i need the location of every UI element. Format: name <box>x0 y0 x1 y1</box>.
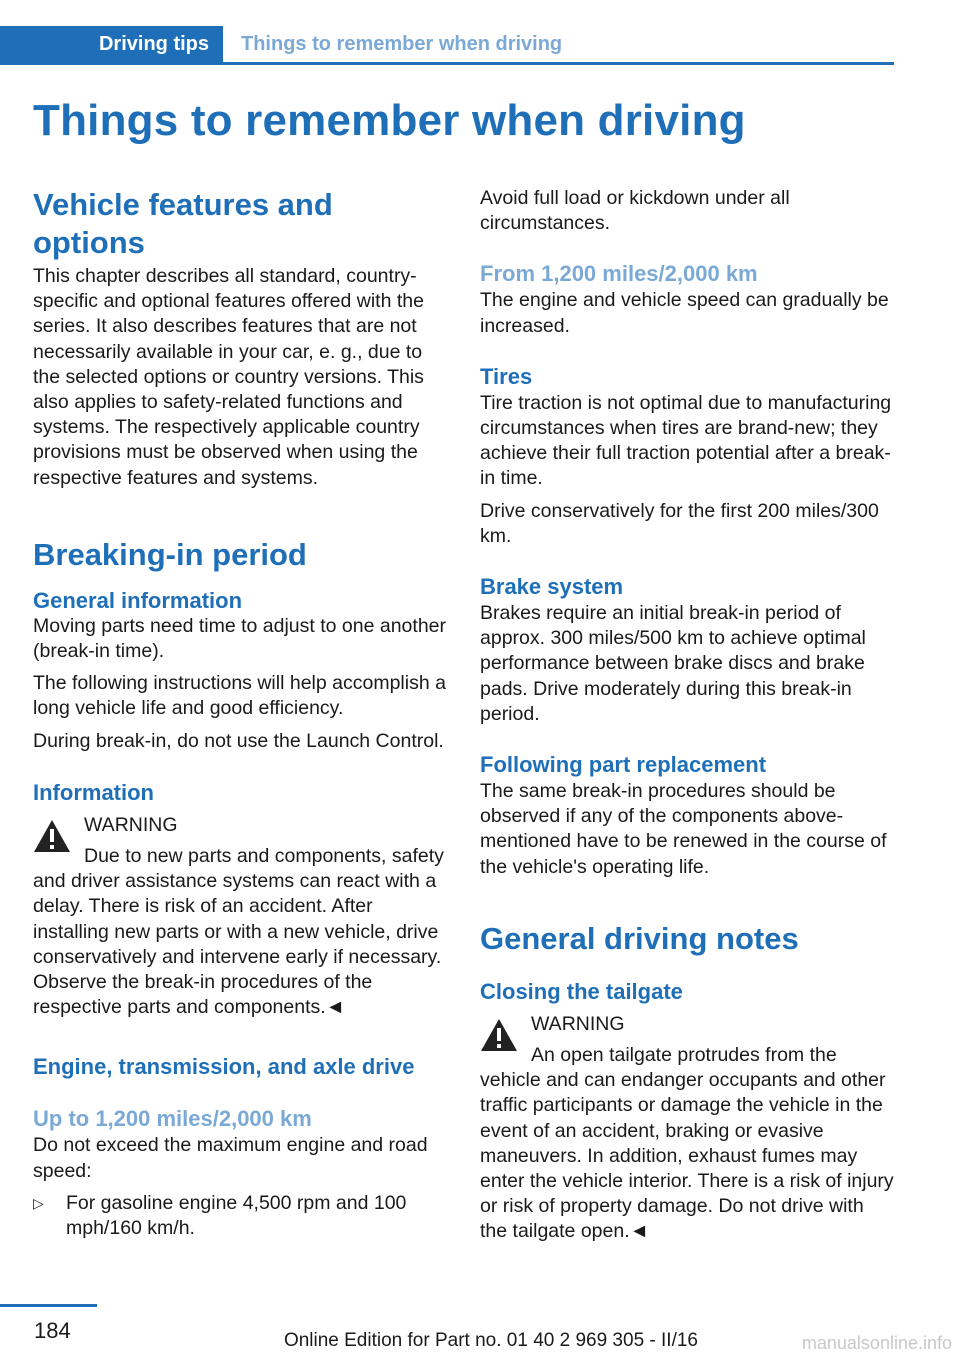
tires-paragraph-1: Tire traction is not optimal due to manufacturing circumstances when tires are brand-new; they achieve their full traction potential after a break-in time. <box>480 391 892 490</box>
right-column <box>480 186 895 1245</box>
warning-box-information <box>33 813 448 1021</box>
warning-triangle-icon <box>33 819 71 853</box>
tab-things-to-remember[interactable]: Things to remember when driving <box>241 33 563 55</box>
breaking-in-heading: Breaking-in period <box>33 536 307 572</box>
edition-text: Online Edition for Part no. 01 40 2 969 305 - II/16 <box>283 1330 698 1351</box>
watermark: manualsonline.info <box>801 1333 952 1353</box>
from-heading: From 1,200 miles/2,000 km <box>480 261 758 287</box>
following-replacement-heading: Following part replacement <box>480 752 767 778</box>
header-tabbar <box>0 26 894 65</box>
list-item <box>33 1191 448 1241</box>
warning-text: An open tailgate protrudes from the vehicle and can endanger occupants and other traffic participants or damage the vehicle in the event of an accident, braking or evasive maneuvers. In addition, exhaust fumes may enter the vehicle interior. There is a risk of injury or risk of property damage. Do not drive with the tailgate open.◄ <box>480 1044 894 1243</box>
warning-label: WARNING <box>531 1012 625 1035</box>
general-info-paragraph-3: During break-in, do not use the Launch Control. <box>33 729 444 752</box>
information-heading: Information <box>33 779 154 805</box>
general-information-heading: General information <box>33 587 243 613</box>
warning-label: WARNING <box>84 813 178 836</box>
brake-system-text: Brakes require an initial break-in period of approx. 300 miles/500 km to achieve optimal performance between brake discs and brake pads. Drive moderately during this break-in period. <box>480 602 866 725</box>
from-text: The engine and vehicle speed can gradually be increased. <box>480 289 889 337</box>
following-replacement-text: The same break-in procedures should be observed if any of the components above-mentioned have to be renewed in the course of the vehicle's operating life. <box>480 780 887 878</box>
brake-system-heading: Brake system <box>480 574 624 600</box>
footer-rule <box>0 1304 97 1307</box>
closing-tailgate-heading: Closing the tailgate <box>480 978 683 1004</box>
up-to-text: Do not exceed the maximum engine and road speed: <box>33 1134 428 1182</box>
engine-heading: Engine, transmission, and axle drive <box>33 1054 415 1080</box>
warning-triangle-icon <box>480 1018 518 1052</box>
tab-driving-tips[interactable]: Driving tips <box>0 26 223 62</box>
tires-heading: Tires <box>480 363 533 389</box>
vehicle-features-heading: Vehicle features and options <box>33 187 333 260</box>
bullet-arrow-icon: ▷ <box>33 1194 44 1211</box>
warning-text: Due to new parts and components, safety and driver assistance systems can react with a delay. There is risk of an accident. After installing new parts or with a new vehicle, drive conservatively and intervene early if necessary. Observe the break-in procedures of the respective parts and components.◄ <box>33 845 444 1019</box>
left-column <box>33 184 448 1241</box>
page-number: 184 <box>34 1318 71 1343</box>
up-to-heading: Up to 1,200 miles/2,000 km <box>33 1106 312 1132</box>
general-info-paragraph-2: The following instructions will help accomplish a long vehicle life and good efficiency. <box>33 672 446 720</box>
vehicle-features-text: This chapter describes all standard, country-specific and optional features offered with the series. It also describes features that are not necessarily available in your car, e. g., due to the selected options or country versions. This also applies to safety-related functions and systems. The respectively applicable country provisions must be observed when using the respective features and systems. <box>33 265 424 489</box>
warning-box-tailgate <box>480 1012 895 1245</box>
general-info-paragraph-1: Moving parts need time to adjust to one another (break-in time). <box>33 614 447 663</box>
page-title: Things to remember when driving <box>33 96 746 145</box>
avoid-text: Avoid full load or kickdown under all circumstances. <box>480 187 790 235</box>
tires-paragraph-2: Drive conservatively for the first 200 miles/300 km. <box>480 499 879 547</box>
bullet-text: For gasoline engine 4,500 rpm and 100 mph/160 km/h. <box>66 1191 407 1240</box>
general-driving-notes-heading: General driving notes <box>480 920 799 956</box>
